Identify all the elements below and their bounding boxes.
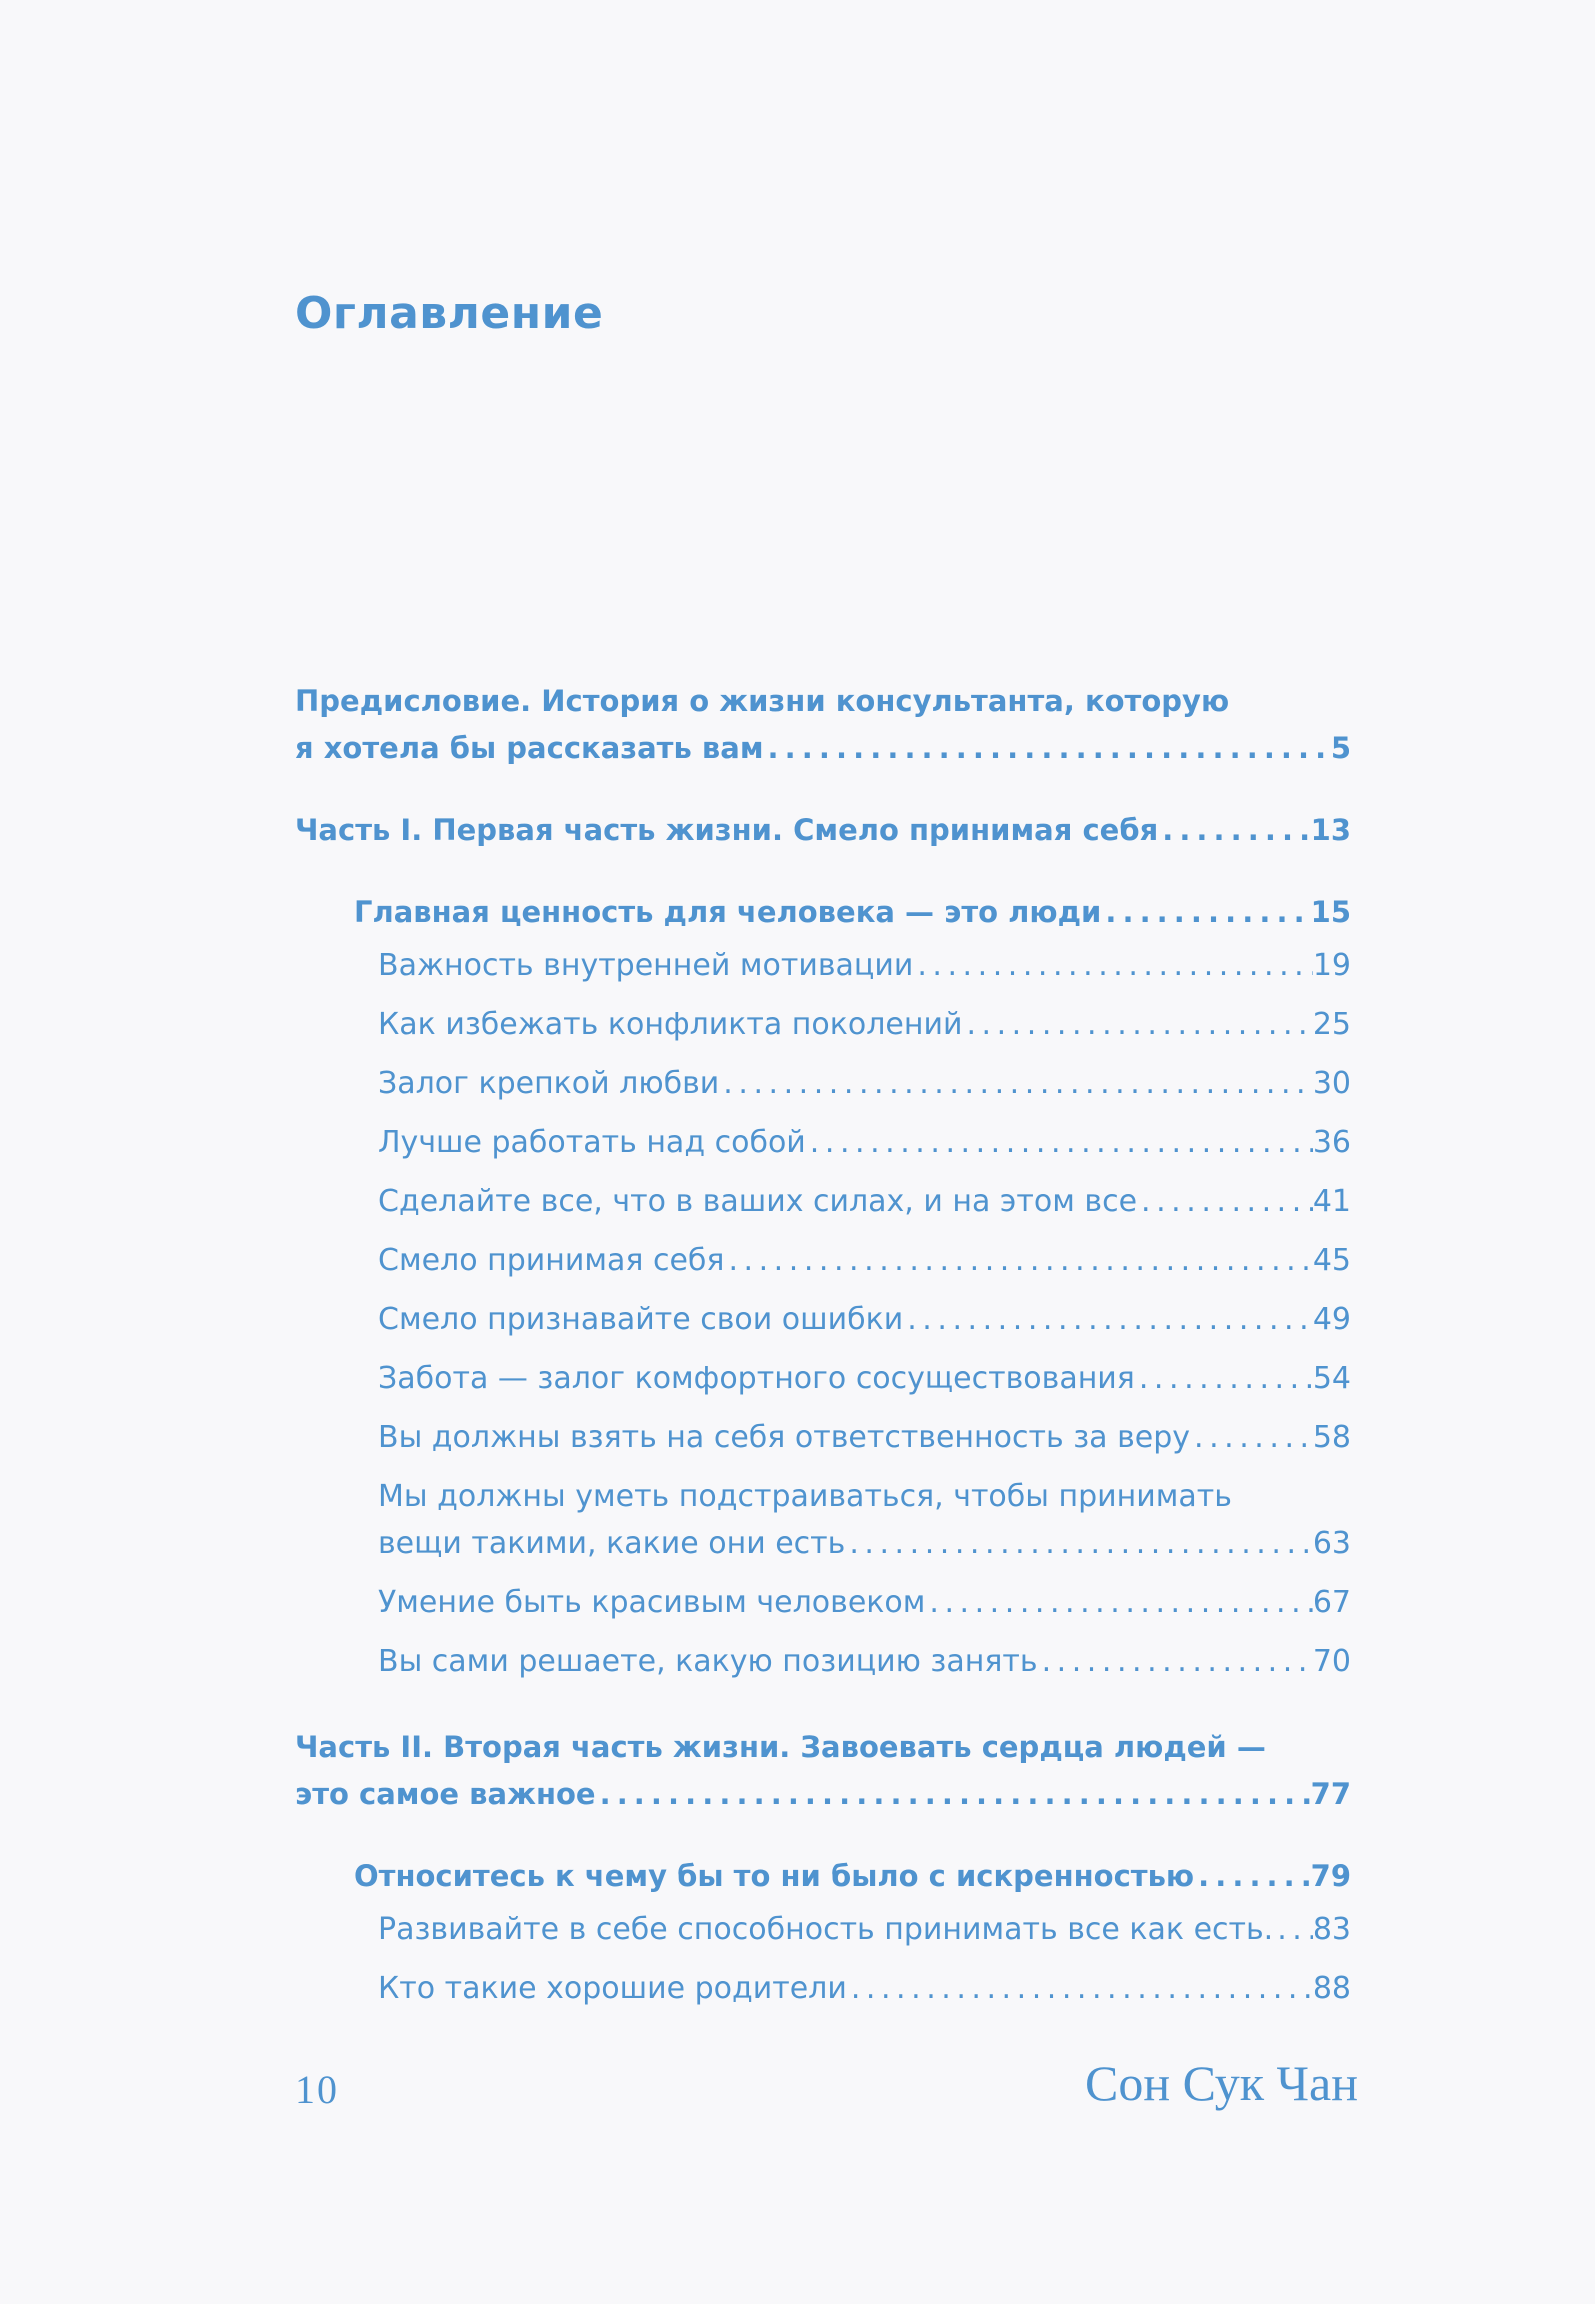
toc-entry-page: 63 (1312, 1526, 1351, 1561)
toc-entry-page: 36 (1312, 1125, 1351, 1160)
toc-entry-page: 19 (1312, 948, 1351, 983)
toc-entry-label: Развивайте в себе способность принимать все как есть. (378, 1912, 1274, 1947)
toc-entry-section[interactable] (295, 1959, 1351, 2018)
toc-entry-label: Главная ценность для человека — это люди (354, 895, 1102, 929)
toc-entry-section[interactable] (295, 1900, 1351, 1959)
toc-entry-section[interactable] (295, 1408, 1351, 1467)
dot-leader (1137, 1172, 1313, 1231)
toc-entry-label: Часть II. Вторая часть жизни. Завоевать сердца людей — (295, 1730, 1266, 1764)
dot-leader (1135, 1349, 1313, 1408)
toc-entry-page: 54 (1312, 1361, 1351, 1396)
toc-entry-label: Залог крепкой любви (378, 1066, 720, 1101)
toc-entry-label: Как избежать конфликта поколений (378, 1007, 963, 1042)
toc-entry-label: Смело признавайте свои ошибки (378, 1302, 904, 1337)
dot-leader (1038, 1632, 1313, 1691)
toc-entry-preface[interactable] (295, 678, 1351, 772)
toc-entry-page: 70 (1312, 1644, 1351, 1679)
toc-entry-label: Вы должны взять на себя ответственность за веру (378, 1420, 1191, 1455)
toc-entry-chapter-1[interactable] (295, 889, 1351, 936)
toc-entry-label: Мы должны уметь подстраиваться, чтобы принимать (378, 1479, 1232, 1514)
page-number: 10 (295, 2067, 339, 2112)
toc-entry-section[interactable] (295, 1054, 1351, 1113)
toc-entry-label: Вы сами решаете, какую позицию занять (378, 1644, 1038, 1679)
toc-entry-page: 77 (1310, 1777, 1351, 1811)
dot-leader (903, 1290, 1313, 1349)
toc-entry-part-2[interactable] (295, 1724, 1351, 1818)
toc-entry-label: Сделайте все, что в ваших силах, и на этом все (378, 1184, 1138, 1219)
toc-entry-label: Важность внутренней мотивации (378, 948, 914, 983)
toc-entry-part-1[interactable] (295, 807, 1351, 854)
toc-entry-section[interactable] (295, 1290, 1351, 1349)
toc-entry-section[interactable] (295, 1231, 1351, 1290)
toc-entry-chapter-2[interactable] (295, 1853, 1351, 1900)
toc-entry-page: 58 (1312, 1420, 1351, 1455)
toc-entry-section[interactable] (295, 1573, 1351, 1632)
dot-leader (1273, 1900, 1313, 1959)
toc-entry-page: 45 (1312, 1243, 1351, 1278)
toc-entry-label: Забота — залог комфортного сосуществования (378, 1361, 1135, 1396)
dot-leader (962, 995, 1312, 1054)
toc-entry-section[interactable] (295, 1632, 1351, 1691)
toc-entry-section[interactable] (295, 1113, 1351, 1172)
toc-entry-section[interactable] (295, 1349, 1351, 1408)
toc-entry-section[interactable] (295, 1467, 1351, 1573)
toc-entry-page: 49 (1312, 1302, 1351, 1337)
toc-entry-page: 15 (1310, 895, 1351, 929)
toc-entry-label: Предисловие. История о жизни консультанта, которую (295, 684, 1230, 718)
dot-leader (1190, 1408, 1313, 1467)
dot-leader (1194, 1853, 1311, 1900)
page-title: Оглавление (295, 288, 604, 339)
toc-entry-label: Относитесь к чему бы то ни было с искренностью (354, 1859, 1195, 1893)
dot-leader (1158, 807, 1310, 854)
dot-leader (1101, 889, 1310, 936)
toc-entry-label: я хотела бы рассказать вам (295, 731, 764, 765)
toc-entry-page: 41 (1312, 1184, 1351, 1219)
table-of-contents (295, 678, 1351, 2018)
toc-entry-label: Часть I. Первая часть жизни. Смело принимая себя (295, 813, 1159, 847)
toc-entry-label: вещи такими, какие они есть (378, 1526, 846, 1561)
author-name: Сон Сук Чан (1085, 2055, 1358, 2111)
toc-entry-section[interactable] (295, 995, 1351, 1054)
toc-entry-label: это самое важное (295, 1777, 596, 1811)
toc-entry-label: Смело принимая себя (378, 1243, 725, 1278)
dot-leader (596, 1771, 1311, 1818)
dot-leader (845, 1520, 1312, 1567)
toc-entry-section[interactable] (295, 936, 1351, 995)
toc-entry-page: 83 (1312, 1912, 1351, 1947)
toc-entry-label: Лучше работать над собой (378, 1125, 806, 1160)
dot-leader (724, 1231, 1312, 1290)
toc-entry-page: 88 (1312, 1971, 1351, 2006)
dot-leader (764, 725, 1331, 772)
dot-leader (925, 1573, 1312, 1632)
toc-entry-page: 79 (1310, 1859, 1351, 1893)
dot-leader (806, 1113, 1313, 1172)
toc-entry-page: 25 (1312, 1007, 1351, 1042)
toc-entry-section[interactable] (295, 1172, 1351, 1231)
toc-entry-page: 5 (1330, 731, 1351, 765)
toc-entry-page: 30 (1312, 1066, 1351, 1101)
toc-entry-label: Кто такие хорошие родители (378, 1971, 847, 2006)
dot-leader (719, 1054, 1313, 1113)
dot-leader (913, 936, 1312, 995)
toc-entry-page: 13 (1310, 813, 1351, 847)
dot-leader (847, 1959, 1313, 2018)
toc-entry-page: 67 (1312, 1585, 1351, 1620)
toc-entry-label: Умение быть красивым человеком (378, 1585, 926, 1620)
